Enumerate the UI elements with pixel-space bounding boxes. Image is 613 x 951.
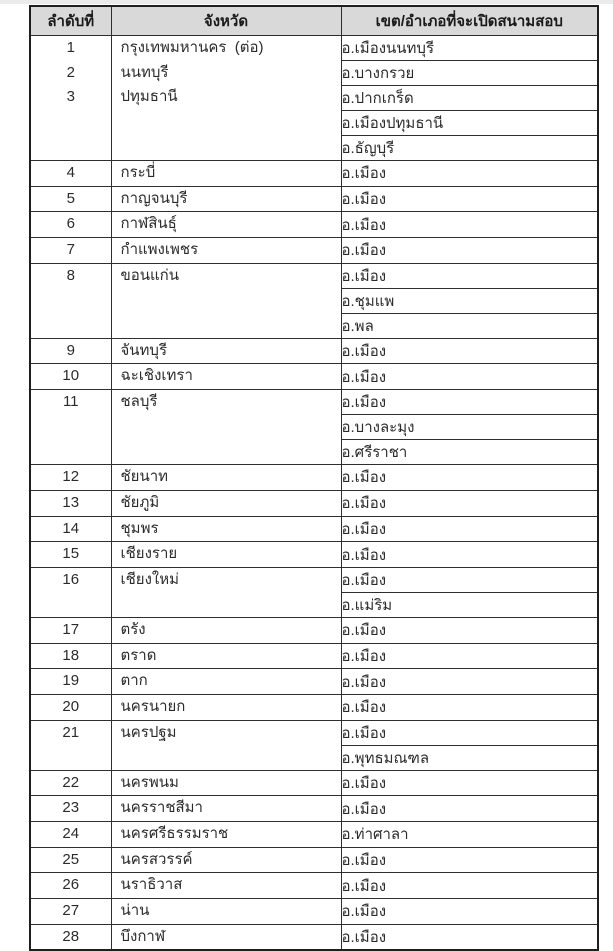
province-cell xyxy=(111,873,341,899)
province-name: น่าน xyxy=(120,902,150,920)
province-name: ขอนแก่น xyxy=(120,266,180,284)
district-name-cell: อ.เมืองนนทบุรี xyxy=(341,36,598,61)
province-name: ตรัง xyxy=(120,620,146,638)
order-number: 5 xyxy=(66,189,75,207)
district-name-cell: อ.เมือง xyxy=(341,390,598,415)
province-name: นนทบุรี xyxy=(120,63,169,81)
order-number-cell xyxy=(30,924,111,950)
order-number-cell xyxy=(30,770,111,796)
order-number-cell xyxy=(30,796,111,822)
province-cell xyxy=(111,770,341,796)
district-name-cell: อ.เมือง xyxy=(341,617,598,643)
order-number: 3 xyxy=(66,88,75,106)
order-number-cell xyxy=(30,263,111,338)
order-number-cell xyxy=(30,567,111,617)
table-row xyxy=(30,617,598,643)
district-name-cell: อ.เมือง xyxy=(341,263,598,288)
order-number-cell xyxy=(30,643,111,669)
order-number: 4 xyxy=(66,164,75,181)
province-name: นครพนม xyxy=(120,773,179,791)
province-cell xyxy=(111,694,341,720)
order-number: 10 xyxy=(62,367,80,385)
province-name: กาญจนบุรี xyxy=(120,189,188,207)
district-name-cell: อ.บางกรวย xyxy=(341,61,598,86)
province-cell xyxy=(111,542,341,568)
district-name-cell: อ.เมือง xyxy=(341,899,598,925)
district-name-cell: อ.เมือง xyxy=(341,873,598,899)
district-name-cell: อ.ท่าศาลา xyxy=(341,822,598,848)
order-number-cell xyxy=(30,36,111,161)
province-cell xyxy=(111,490,341,516)
header-order-number: ลำดับที่ xyxy=(30,6,111,36)
province-cell xyxy=(111,212,341,238)
order-number-cell xyxy=(30,694,111,720)
order-number-cell xyxy=(30,390,111,465)
province-cell xyxy=(111,516,341,542)
table-row xyxy=(30,212,598,238)
district-name-cell: อ.เมืองปทุมธานี xyxy=(341,111,598,136)
district-name-cell: อ.เมือง xyxy=(341,338,598,364)
district-name-cell: อ.พุทธมณฑล xyxy=(341,745,598,770)
order-number-cell xyxy=(30,899,111,925)
page-top-edge xyxy=(0,0,613,4)
order-number: 6 xyxy=(66,215,75,233)
province-cell xyxy=(111,36,341,161)
order-number-cell xyxy=(30,338,111,364)
province-name: เชียงราย xyxy=(120,545,178,563)
table-row xyxy=(30,796,598,822)
table-row xyxy=(30,924,598,950)
province-name: กรุงเทพมหานคร (ต่อ) xyxy=(120,39,264,56)
province-cell xyxy=(111,238,341,264)
table-row xyxy=(30,516,598,542)
table-row xyxy=(30,542,598,568)
order-number: 19 xyxy=(62,672,80,690)
province-cell xyxy=(111,669,341,695)
district-name-cell: อ.เมือง xyxy=(341,238,598,264)
province-name: ชลบุรี xyxy=(120,393,158,411)
table-row xyxy=(30,669,598,695)
order-number: 9 xyxy=(66,341,75,359)
province-name: บึงกาฬ xyxy=(120,927,166,945)
order-number: 26 xyxy=(62,876,80,894)
province-cell xyxy=(111,899,341,925)
district-name-cell: อ.เมือง xyxy=(341,770,598,796)
district-name-cell: อ.ปากเกร็ด xyxy=(341,86,598,111)
order-number: 23 xyxy=(62,799,80,817)
province-name: กระบี่ xyxy=(120,164,156,181)
province-name: กำแพงเพชร xyxy=(120,241,199,259)
table-row xyxy=(30,720,598,745)
table-row xyxy=(30,238,598,264)
district-name-cell: อ.เมือง xyxy=(341,161,598,187)
province-cell xyxy=(111,720,341,770)
order-number: 27 xyxy=(62,902,80,920)
province-name: ตราด xyxy=(120,646,157,664)
order-number: 2 xyxy=(66,63,75,81)
table-row xyxy=(30,847,598,873)
order-number-cell xyxy=(30,186,111,212)
table-row xyxy=(30,643,598,669)
header-province: จังหวัด xyxy=(111,6,341,36)
province-name: นครสวรรค์ xyxy=(120,850,193,868)
province-name: นครนายก xyxy=(120,697,186,715)
province-cell xyxy=(111,338,341,364)
order-number: 21 xyxy=(62,723,80,741)
province-cell xyxy=(111,924,341,950)
table-row xyxy=(30,770,598,796)
district-name-cell: อ.เมือง xyxy=(341,516,598,542)
province-name: จันทบุรี xyxy=(120,341,168,359)
province-cell xyxy=(111,617,341,643)
table-row xyxy=(30,186,598,212)
table-row xyxy=(30,161,598,187)
order-number-cell xyxy=(30,617,111,643)
province-name: ชัยนาท xyxy=(120,468,169,486)
order-number: 13 xyxy=(62,493,80,511)
exam-centers-table xyxy=(29,5,599,951)
province-name: นครปฐม xyxy=(120,723,177,741)
order-number-cell xyxy=(30,542,111,568)
province-name: กาฬสินธุ์ xyxy=(120,215,177,233)
district-name-cell: อ.เมือง xyxy=(341,694,598,720)
page-content xyxy=(29,5,599,951)
order-number-cell xyxy=(30,873,111,899)
order-number-cell xyxy=(30,720,111,770)
district-name-cell: อ.เมือง xyxy=(341,186,598,212)
district-name-cell: อ.เมือง xyxy=(341,796,598,822)
order-number: 25 xyxy=(62,850,80,868)
order-number: 1 xyxy=(66,39,75,56)
order-number: 14 xyxy=(62,519,80,537)
order-number: 22 xyxy=(62,773,80,791)
province-cell xyxy=(111,161,341,187)
district-name-cell: อ.เมือง xyxy=(341,924,598,950)
province-name: นครราชสีมา xyxy=(120,799,203,817)
district-name-cell: อ.เมือง xyxy=(341,720,598,745)
district-name-cell: อ.แม่ริม xyxy=(341,592,598,617)
table-row xyxy=(30,465,598,491)
order-number: 28 xyxy=(62,927,80,945)
province-cell xyxy=(111,465,341,491)
order-number-cell xyxy=(30,822,111,848)
order-number: 18 xyxy=(62,646,80,664)
district-name-cell: อ.เมือง xyxy=(341,490,598,516)
province-cell xyxy=(111,364,341,390)
province-cell xyxy=(111,567,341,617)
district-name-cell: อ.ชุมแพ xyxy=(341,288,598,313)
order-number-cell xyxy=(30,516,111,542)
table-row xyxy=(30,822,598,848)
table-header-row xyxy=(30,6,598,36)
table-row xyxy=(30,873,598,899)
order-number-cell xyxy=(30,212,111,238)
province-name: ปทุมธานี xyxy=(120,88,178,106)
order-number-cell xyxy=(30,364,111,390)
order-number-cell xyxy=(30,238,111,264)
district-name-cell: อ.เมือง xyxy=(341,643,598,669)
district-name-cell: อ.บางละมุง xyxy=(341,415,598,440)
table-row xyxy=(30,263,598,288)
table-row xyxy=(30,694,598,720)
province-name: ชัยภูมิ xyxy=(120,493,160,511)
table-body xyxy=(30,36,598,951)
order-number: 8 xyxy=(66,266,75,284)
district-name-cell: อ.เมือง xyxy=(341,669,598,695)
province-name: เชียงใหม่ xyxy=(120,570,180,588)
district-name-cell: อ.ธัญบุรี xyxy=(341,136,598,161)
province-name: นราธิวาส xyxy=(120,876,183,894)
order-number: 17 xyxy=(62,620,80,638)
district-name-cell: อ.เมือง xyxy=(341,364,598,390)
table-row xyxy=(30,567,598,592)
district-name-cell: อ.เมือง xyxy=(341,567,598,592)
province-cell xyxy=(111,796,341,822)
province-name: ชุมพร xyxy=(120,519,159,537)
province-cell xyxy=(111,643,341,669)
district-name-cell: อ.พล xyxy=(341,313,598,338)
table-row xyxy=(30,490,598,516)
order-number-cell xyxy=(30,490,111,516)
province-name: ฉะเชิงเทรา xyxy=(120,367,193,385)
province-name: นครศรีธรรมราช xyxy=(120,825,229,842)
order-number: 16 xyxy=(62,570,80,588)
order-number: 24 xyxy=(62,825,80,842)
order-number: 20 xyxy=(62,697,80,715)
province-name: ตาก xyxy=(120,672,148,690)
order-number: 11 xyxy=(62,393,79,411)
table-row xyxy=(30,364,598,390)
province-cell xyxy=(111,822,341,848)
table-row xyxy=(30,338,598,364)
table-row xyxy=(30,390,598,415)
order-number-cell xyxy=(30,669,111,695)
district-name-cell: อ.เมือง xyxy=(341,465,598,491)
order-number: 15 xyxy=(62,545,80,563)
district-name-cell: อ.ศรีราชา xyxy=(341,440,598,465)
province-cell xyxy=(111,390,341,465)
district-name-cell: อ.เมือง xyxy=(341,542,598,568)
district-name-cell: อ.เมือง xyxy=(341,212,598,238)
province-cell xyxy=(111,186,341,212)
order-number-cell xyxy=(30,847,111,873)
order-number-cell xyxy=(30,465,111,491)
table-row xyxy=(30,36,598,61)
order-number-cell xyxy=(30,161,111,187)
district-name-cell: อ.เมือง xyxy=(341,847,598,873)
header-exam-district: เขต/อำเภอที่จะเปิดสนามสอบ xyxy=(341,6,598,36)
order-number: 12 xyxy=(62,468,80,486)
province-cell xyxy=(111,847,341,873)
province-cell xyxy=(111,263,341,338)
table-row xyxy=(30,899,598,925)
order-number: 7 xyxy=(66,241,75,259)
